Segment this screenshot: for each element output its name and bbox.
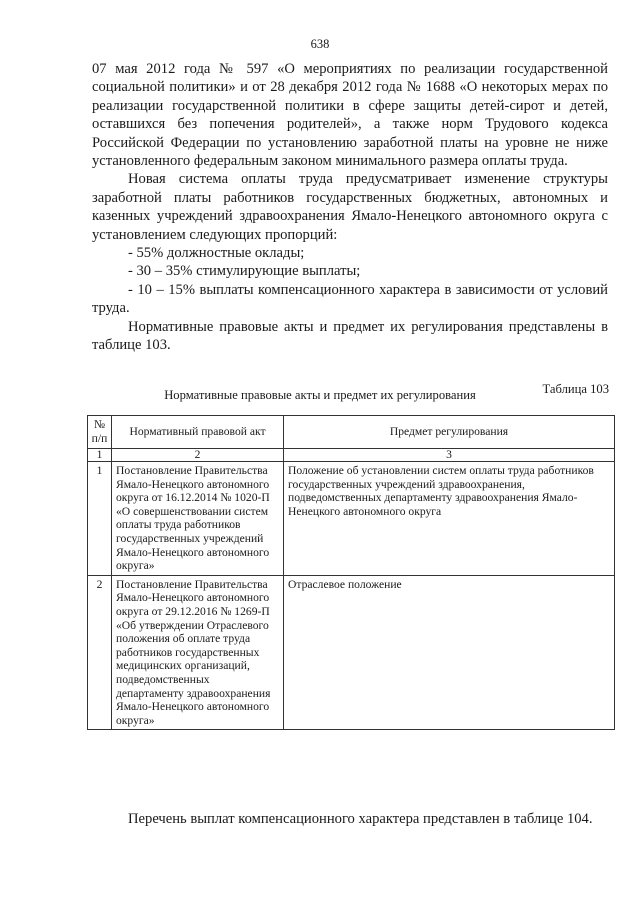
header-cell-act: Нормативный правовой акт bbox=[112, 416, 284, 449]
paragraph: 07 мая 2012 года № 597 «О мероприятиях по реализации государственной социальной политики» и от 28 декабря 2012 года № 1688 «О некоторых мерах по реализации государственной политики в сфере защиты детей-сирот и детей, оставшихся без попечения родителей», а также норм Трудового кодекса Российской Федерации по установлению заработной платы на уровне не ниже установленного федеральным законом минимального размера оплаты труда. bbox=[92, 61, 608, 170]
row-number: 2 bbox=[88, 575, 112, 730]
row-number: 1 bbox=[88, 462, 112, 576]
closing-text bbox=[92, 810, 608, 828]
header-cell-num: № п/п bbox=[88, 416, 112, 449]
paragraph: Новая система оплаты труда предусматривает изменение структуры заработной платы работников государственных бюджетных, автономных и казенных учреждений здравоохранения Ямало-Ненецкого автономного округа с установлением следующих пропорций: bbox=[92, 171, 608, 243]
list-item: - 55% должностные оклады; bbox=[128, 245, 305, 262]
table-row bbox=[88, 575, 615, 730]
regulation-table bbox=[87, 415, 615, 730]
page-number: 638 bbox=[310, 37, 330, 51]
main-text bbox=[92, 60, 608, 355]
column-number: 1 bbox=[88, 449, 112, 462]
column-number: 3 bbox=[284, 449, 615, 462]
row-subject: Отраслевое положение bbox=[284, 575, 615, 730]
header-cell-subject: Предмет регулирования bbox=[284, 416, 615, 449]
row-act: Постановление Правительства Ямало-Ненецкого автономного округа от 29.12.2016 № 1269-П «Об утверждении Отраслевого положения об оплате труда работников государственных медицинских организаций, подведомственных департаменту здравоохранения Ямало-Ненецкого автономного округа» bbox=[112, 575, 284, 730]
list-item: - 30 – 35% стимулирующие выплаты; bbox=[128, 263, 361, 280]
column-number: 2 bbox=[112, 449, 284, 462]
table-header-row bbox=[88, 416, 615, 449]
table-title: Нормативные правовые акты и предмет их регулирования bbox=[164, 388, 476, 402]
list-item: - 10 – 15% выплаты компенсационного характера в зависимости от условий труда. bbox=[92, 281, 608, 317]
row-subject: Положение об установлении систем оплаты труда работников государственных учреждений здравоохранения, подведомственных департаменту здравоохранения Ямало-Ненецкого автономного округа bbox=[284, 462, 615, 576]
column-number-row bbox=[88, 449, 615, 462]
paragraph: Нормативные правовые акты и предмет их регулирования представлены в таблице 103. bbox=[92, 318, 608, 354]
table-row bbox=[88, 462, 615, 576]
row-act: Постановление Правительства Ямало-Ненецкого автономного округа от 16.12.2014 № 1020-П «О совершенствовании систем оплаты труда работников государственных учреждений Ямало-Ненецкого автономного округа» bbox=[112, 462, 284, 576]
table-label: Таблица 103 bbox=[542, 382, 609, 396]
paragraph: Перечень выплат компенсационного характера представлен в таблице 104. bbox=[128, 811, 593, 827]
